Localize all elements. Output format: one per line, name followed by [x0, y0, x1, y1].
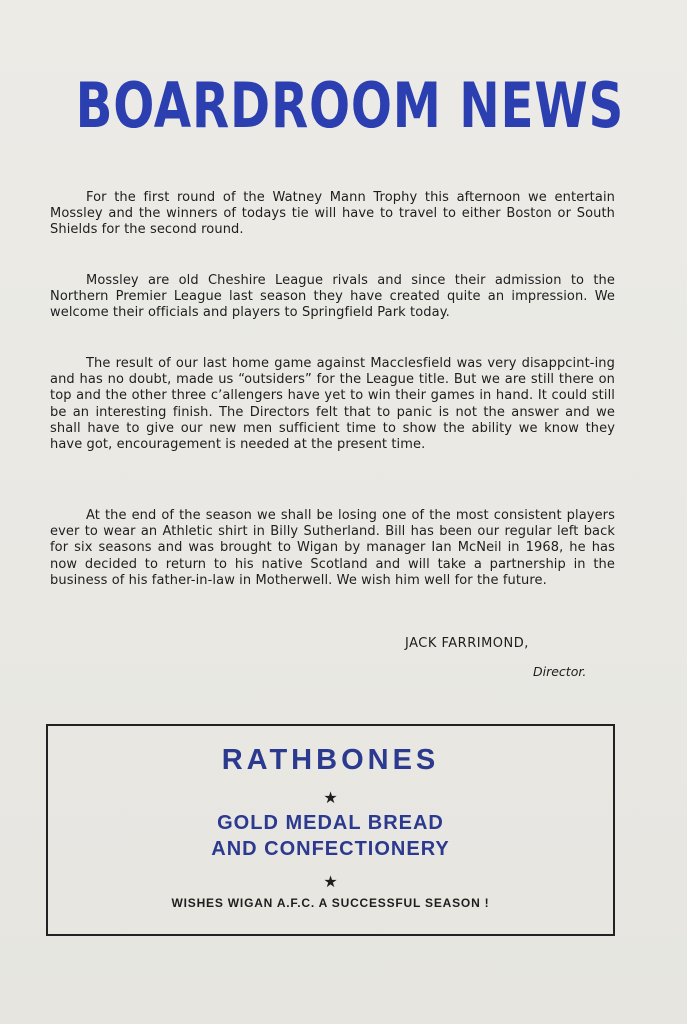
article-paragraph-3: The result of our last home game against Macclesfield was very disappcint-ing and has no doubt, made us “outsiders” for the League title. But we are still there on top and the other three cʼallengers have yet to win their games in hand. It could still be an interesting finish. The Directors felt that to panic is not the answer and we shall have to give our new men sufficient time to show the ability we know they have got, encouragement is needed at the present time. — [50, 356, 615, 453]
author-role: Director. — [533, 664, 587, 679]
star-icon: ★ — [323, 788, 338, 807]
author-signature: JACK FARRIMOND, — [405, 636, 529, 651]
advert-brand-name: RATHBONES — [221, 744, 440, 776]
advert-tagline: WISHES WIGAN A.F.C. A SUCCESSFUL SEASON ! — [171, 896, 490, 910]
page-title: BOARDROOM NEWS — [75, 69, 625, 142]
star-icon: ★ — [323, 872, 338, 891]
advert-line-2: AND CONFECTIONERY — [211, 838, 450, 860]
article-paragraph-1: For the first round of the Watney Mann Trophy this afternoon we entertain Mossley and the winners of todays tie will have to travel to either Boston or South Shields for the second round. — [50, 190, 615, 238]
article-paragraph-2: Mossley are old Cheshire League rivals and since their admission to the Northern Premier League last season they have created quite an impression. We welcome their officials and players to Springfield Park today. — [50, 273, 615, 321]
article-paragraph-4: At the end of the season we shall be losing one of the most consistent players ever to wear an Athletic shirt in Billy Sutherland. Bill has been our regular left back for six seasons and was brought to Wigan by manager Ian McNeil in 1968, he has now decided to return to his native Scotland and will take a partnership in the business of his father-in-law in Motherwell. We wish him well for the future. — [50, 508, 615, 588]
advert-line-1: GOLD MEDAL BREAD — [217, 812, 444, 834]
advertisement-box — [46, 724, 615, 936]
